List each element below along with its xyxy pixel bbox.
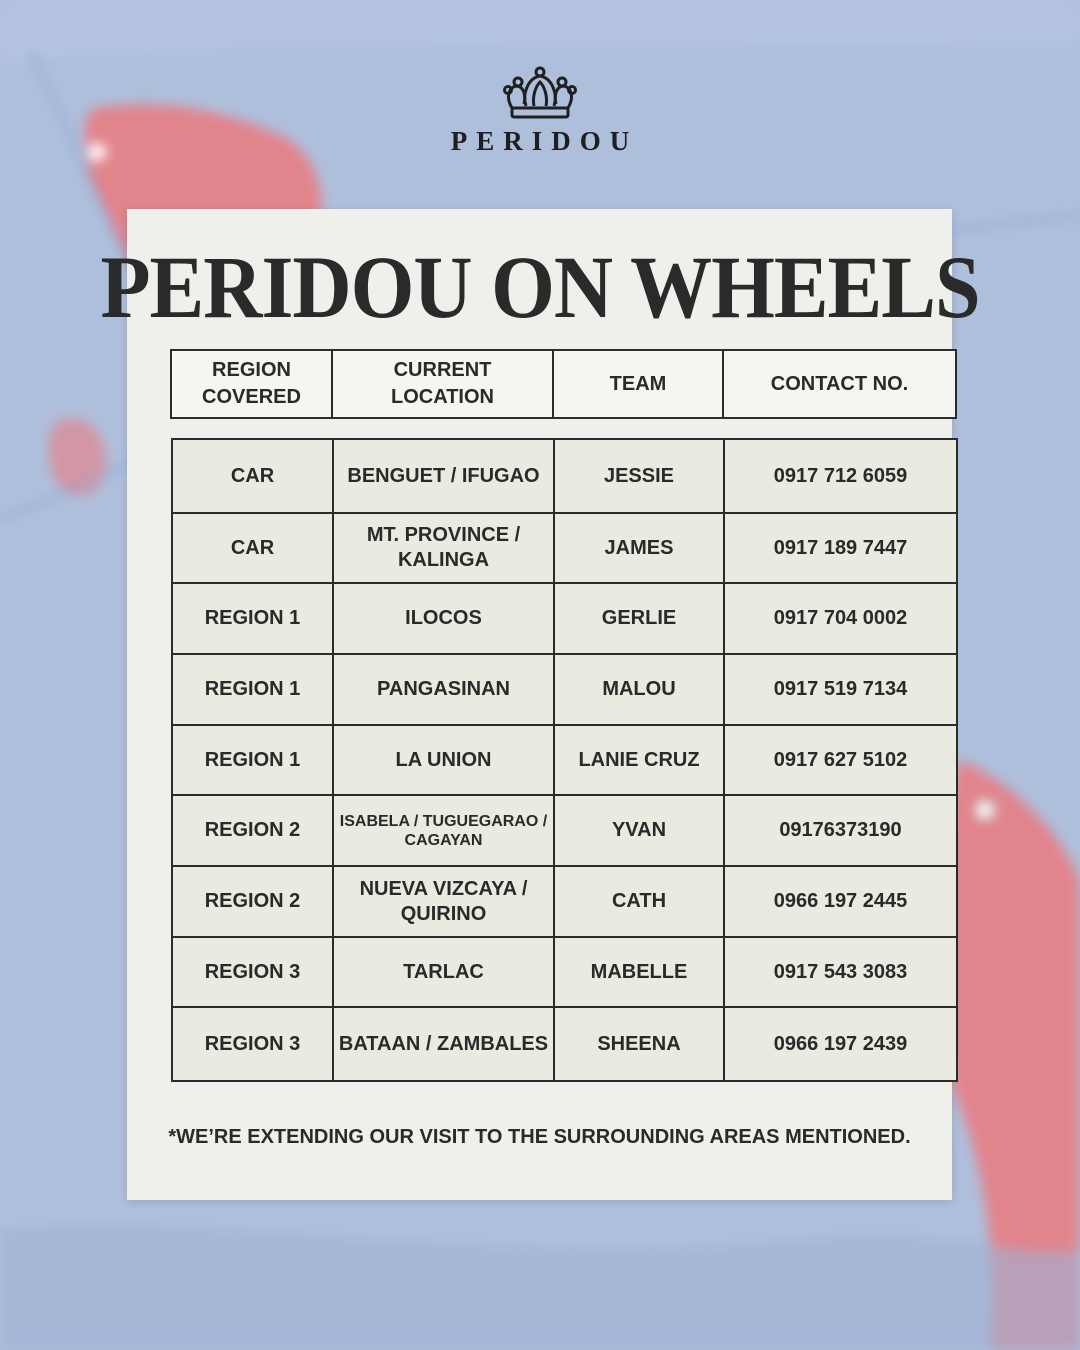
contact-cell: 0917 712 6059: [724, 439, 957, 513]
location-cell: BENGUET / IFUGAO: [333, 439, 554, 513]
location-cell: BATAAN / ZAMBALES: [333, 1007, 554, 1081]
table-header: [170, 349, 957, 419]
header-label: TEAM: [609, 372, 667, 395]
location-cell: LA UNION: [333, 725, 554, 795]
contact-cell: 0917 543 3083: [724, 937, 957, 1007]
team-cell: MABELLE: [554, 937, 724, 1007]
table-row: [172, 583, 957, 654]
header-label: COVERED: [202, 386, 301, 408]
brand-name: PERIDOU: [450, 126, 639, 156]
region-cell: REGION 3: [172, 937, 333, 1007]
region-cell: CAR: [172, 439, 333, 513]
page-title: PERIDOU ON WHEELS: [100, 238, 980, 337]
team-cell: LANIE CRUZ: [554, 725, 724, 795]
team-cell: MALOU: [554, 654, 724, 725]
crown-icon: [502, 64, 578, 120]
table-row: [172, 795, 957, 866]
location-cell: PANGASINAN: [333, 654, 554, 725]
location-cell: ISABELA / TUGUEGARAO / CAGAYAN: [333, 795, 554, 866]
location-cell: MT. PROVINCE / KALINGA: [333, 513, 554, 583]
schedule-table: [171, 438, 958, 1082]
team-cell: GERLIE: [554, 583, 724, 654]
team-cell: YVAN: [554, 795, 724, 866]
region-cell: REGION 1: [172, 725, 333, 795]
location-cell: ILOCOS: [333, 583, 554, 654]
region-cell: REGION 2: [172, 866, 333, 937]
footnote: *WE’RE EXTENDING OUR VISIT TO THE SURROUNDING AREAS MENTIONED.: [168, 1126, 911, 1148]
table-row: [172, 937, 957, 1007]
team-cell: JAMES: [554, 513, 724, 583]
team-cell: SHEENA: [554, 1007, 724, 1081]
region-cell: REGION 3: [172, 1007, 333, 1081]
table-row: [172, 725, 957, 795]
region-cell: CAR: [172, 513, 333, 583]
header-current-location: [332, 350, 553, 418]
region-cell: REGION 1: [172, 583, 333, 654]
table-row: [172, 513, 957, 583]
contact-cell: 0966 197 2445: [724, 866, 957, 937]
contact-cell: 0917 189 7447: [724, 513, 957, 583]
location-cell: NUEVA VIZCAYA / QUIRINO: [333, 866, 554, 937]
table-row: [172, 439, 957, 513]
header-label: CONTACT NO.: [770, 372, 909, 395]
contact-cell: 0917 704 0002: [724, 583, 957, 654]
header-label: LOCATION: [391, 386, 494, 408]
header-team: [553, 350, 723, 418]
team-cell: JESSIE: [554, 439, 724, 513]
region-cell: REGION 1: [172, 654, 333, 725]
table-row: [172, 866, 957, 937]
header-region-covered: [171, 350, 332, 418]
table-row: [172, 1007, 957, 1081]
header-label: REGION: [212, 359, 291, 381]
contact-cell: 0917 519 7134: [724, 654, 957, 725]
contact-cell: 09176373190: [724, 795, 957, 866]
location-cell: TARLAC: [333, 937, 554, 1007]
contact-cell: 0966 197 2439: [724, 1007, 957, 1081]
header-label: CURRENT: [393, 359, 492, 381]
contact-cell: 0917 627 5102: [724, 725, 957, 795]
header-row: [171, 350, 956, 418]
table-row: [172, 654, 957, 725]
header-contact-no: [723, 350, 956, 418]
region-cell: REGION 2: [172, 795, 333, 866]
team-cell: CATH: [554, 866, 724, 937]
brand-logo: [0, 64, 1080, 157]
